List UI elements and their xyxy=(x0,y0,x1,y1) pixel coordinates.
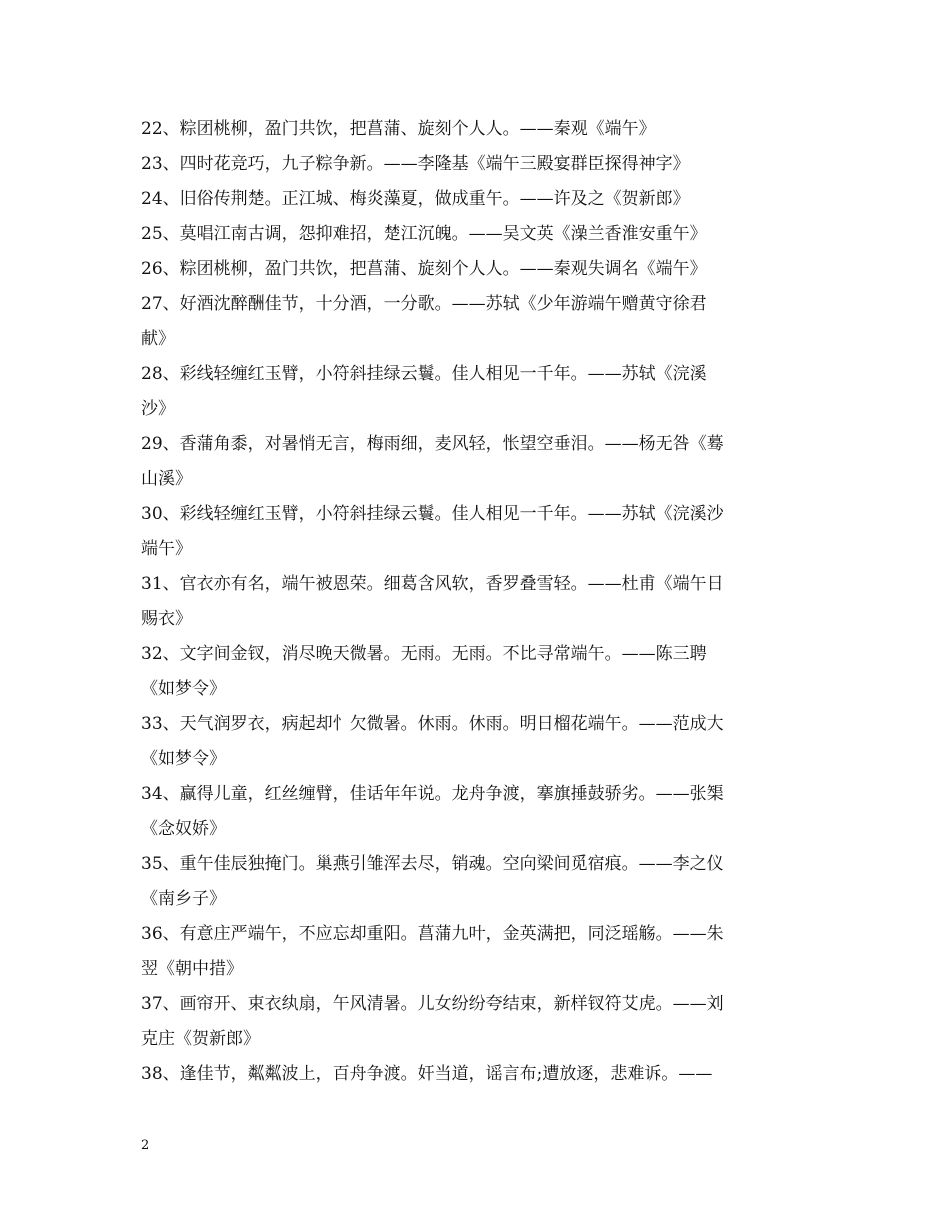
quote-line: 27、好酒沈醉酬佳节，十分酒，一分歌。——苏轼《少年游端午赠黄守徐君 xyxy=(141,294,707,314)
quote-line: 34、赢得儿童，红丝缠臂，佳话年年说。龙舟争渡，搴旗捶鼓骄劣。——张榘 xyxy=(141,784,724,804)
quote-line: 35、重午佳辰独掩门。巢燕引雏浑去尽，销魂。空向梁间觅宿痕。——李之仪 xyxy=(141,854,724,874)
quote-line: 33、天气润罗衣，病起却忄欠微暑。休雨。休雨。明日榴花端午。——范成大 xyxy=(141,714,724,734)
quote-line: 26、粽团桃柳，盈门共饮，把菖蒲、旋刻个人人。——秦观失调名《端午》 xyxy=(141,259,707,279)
quote-line: 23、四时花竞巧，九子粽争新。——李隆基《端午三殿宴群臣探得神字》 xyxy=(141,154,690,174)
quote-line: 山溪》 xyxy=(141,469,192,489)
quote-line: 22、粽团桃柳，盈门共饮，把菖蒲、旋刻个人人。——秦观《端午》 xyxy=(141,119,656,139)
quote-line: 32、文字间金钗，消尽晚天微暑。无雨。无雨。不比寻常端午。——陈三聘 xyxy=(141,644,707,664)
quote-line: 38、逢佳节，粼粼波上，百舟争渡。奸当道，谣言布;遭放逐，悲难诉。—— xyxy=(141,1064,713,1084)
quote-line: 赐衣》 xyxy=(141,609,192,629)
quote-line: 沙》 xyxy=(141,399,175,419)
quote-line: 29、香蒲角黍，对暑悄无言，梅雨细，麦风轻，怅望空垂泪。——杨无咎《蓦 xyxy=(141,434,724,454)
quote-line: 25、莫唱江南古调，怨抑难招，楚江沉魄。——吴文英《澡兰香淮安重午》 xyxy=(141,224,707,244)
quote-line: 献》 xyxy=(141,329,175,349)
quote-line: 36、有意庄严端午，不应忘却重阳。菖蒲九叶，金英满把，同泛瑶觞。——朱 xyxy=(141,924,724,944)
page-number: 2 xyxy=(141,1138,150,1153)
quote-line: 31、官衣亦有名，端午被恩荣。细葛含风软，香罗叠雪轻。——杜甫《端午日 xyxy=(141,574,724,594)
quote-line: 37、画帘开、束衣纨扇，午风清暑。儿女纷纷夸结束，新样钗符艾虎。——刘 xyxy=(141,994,724,1014)
quote-line: 克庄《贺新郎》 xyxy=(141,1029,260,1049)
quote-line: 《如梦令》 xyxy=(141,679,226,699)
quote-line: 24、旧俗传荆楚。正江城、梅炎藻夏，做成重午。——许及之《贺新郎》 xyxy=(141,189,690,209)
quote-line: 《如梦令》 xyxy=(141,749,226,769)
quote-line: 翌《朝中措》 xyxy=(141,959,243,979)
quote-line: 30、彩线轻缠红玉臂，小符斜挂绿云鬟。佳人相见一千年。——苏轼《浣溪沙 xyxy=(141,504,724,524)
quote-line: 28、彩线轻缠红玉臂，小符斜挂绿云鬟。佳人相见一千年。——苏轼《浣溪 xyxy=(141,364,707,384)
quote-line: 《念奴娇》 xyxy=(141,819,226,839)
poem-quote-list xyxy=(141,112,813,1092)
quote-line: 端午》 xyxy=(141,539,192,559)
quote-line: 《南乡子》 xyxy=(141,889,226,909)
